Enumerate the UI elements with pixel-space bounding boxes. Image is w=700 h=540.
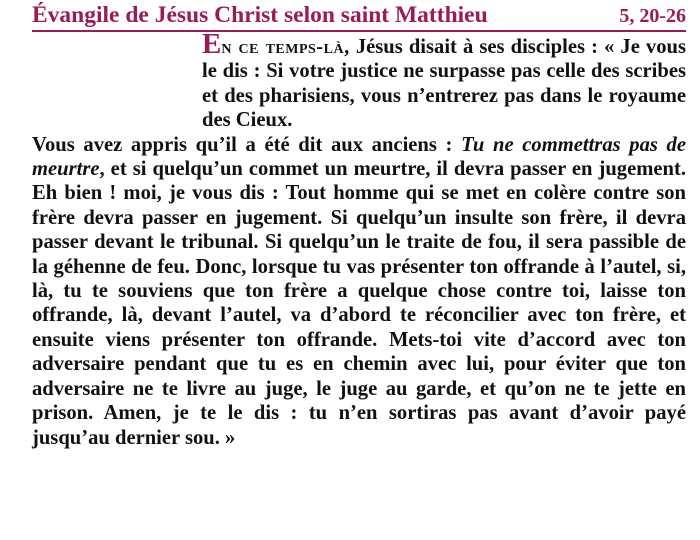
paragraph-1 [32,28,686,133]
paragraph-2 [32,133,686,450]
paragraph-2-text: , et si quelqu’un commet un meurtre, il devra passer en jugement. Eh bien ! moi, je vous dis : Tout homme qui se met en colère contre son frère devra passer en jugement. Si quelqu’un insulte son frère, il devra passer devant le tribunal. Si quelqu’un le traite de fou, il sera passible de la géhenne de feu. Donc, lorsque tu vas présenter ton offrande à l’autel, si, là, tu te souviens que ton frère a quelque chose contre toi, laisse ton offrande, là, devant l’autel, va d’abord te réconcilier avec ton frère, et ensuite viens présenter ton offrande. Mets-toi vite d’accord avec ton adversaire pendant que tu es en chemin avec lui, pour éviter que ton adversaire ne te livre au juge, le juge au garde, et qu’on ne te jette en prison. Amen, je te le dis : tu n’en sortiras pas avant d’avoir payé jusqu’au dernier sou. » [32,158,686,449]
reading-body [32,28,686,450]
reading-title: Évangile de Jésus Christ selon saint Matthieu [32,2,488,28]
drop-cap: E [202,28,222,60]
paragraph-2-intro: Vous avez appris qu’il a été dit aux anciens : [32,133,462,156]
opening-smallcaps: n ce temps-là, [221,36,350,58]
paragraph-1-text: Jésus disait à ses disciples : « Je vous le dis : Si votre justice ne surpasse pas celle des scribes et des pharisiens, vous n’entrerez pas dans le royaume des Cieux. [202,36,686,132]
scripture-reference: 5, 20-26 [619,5,686,27]
reading-header [32,2,686,32]
commandment-quote: Tu ne commettras pas de meurtre [32,133,686,181]
